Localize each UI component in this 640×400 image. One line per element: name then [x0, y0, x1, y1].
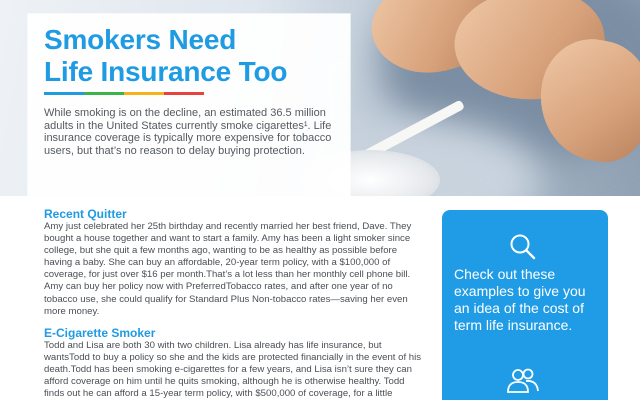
title-line-2: Life Insurance Too [44, 56, 288, 87]
color-rule [44, 92, 204, 95]
section-body-recent-quitter: Amy just celebrated her 25th birthday and recently married her best friend, Dave. They bought a house together and want to start a family. Amy has been a light smoker since college, but she quit a few months ago, wanting to be as healthy as possible before having a baby. She can buy an affordable, 20-year term policy, with a $100,000 of coverage, for just over $16 per month.That’s a lot less than her monthly cell phone bill. Amy can buy her policy now with PreferredTobacco rates, and after one year of no tobacco use, she could qualify for Standard Plus Non-tobacco rates—saving her even more money. [44, 221, 412, 317]
search-icon [508, 232, 538, 262]
title-line-1: Smokers Need [44, 24, 237, 55]
sidebar-text: Check out these examples to give you an idea of the cost of term life insurance. [454, 266, 586, 333]
page-title [44, 24, 287, 88]
intro-paragraph: While smoking is on the decline, an estimated 36.5 million adults in the United States currently smoke cigarettes¹. Life insurance coverage is typically more expensive for tobacco users, but that’s no reason to delay buying protection. [44, 107, 332, 157]
color-rule-yellow [124, 92, 164, 95]
users-icon [506, 366, 540, 394]
section-heading-e-cigarette-smoker: E-Cigarette Smoker [44, 326, 156, 340]
sidebar-callout [442, 210, 608, 400]
color-rule-red [164, 92, 204, 95]
section-heading-recent-quitter: Recent Quitter [44, 207, 127, 221]
color-rule-blue [44, 92, 84, 95]
section-body-e-cigarette-smoker: Todd and Lisa are both 30 with two children. Lisa already has life insurance, but wantsTodd to buy a policy so she and the kids are protected financially in the event of his death.Todd has been smoking e-cigarettes for a few years, and Lisa isn’t sure they can afford coverage on him until he quits smoking, although he is otherwise healthy. Todd finds out he can afford a 15-year term policy, with $500,000 of coverage, for a little [44, 340, 422, 400]
color-rule-green [84, 92, 124, 95]
